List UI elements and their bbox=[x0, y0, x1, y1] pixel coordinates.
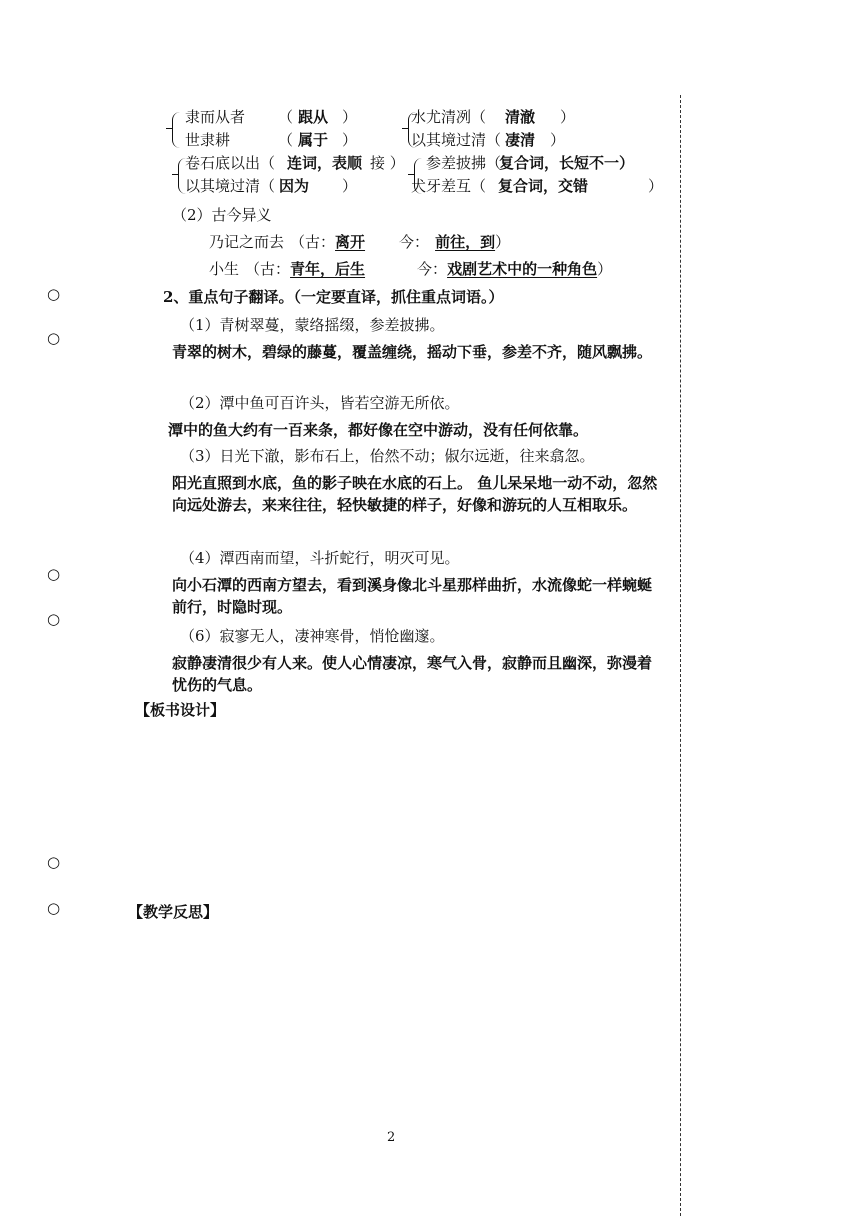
section-heading-board-design: 【板书设计】 bbox=[135, 701, 226, 719]
gujin-jin-label: 今： bbox=[399, 233, 430, 251]
paren: ） bbox=[648, 177, 664, 195]
vocab-word: 隶而从者 bbox=[185, 108, 246, 126]
translate-answer: 青翠的树木，碧绿的藤蔓，覆盖缠绕，摇动下垂，参差不齐，随风飘拂。 bbox=[172, 343, 653, 361]
gujin-jin-meaning: 戏剧艺术中的一种角色 bbox=[447, 260, 598, 278]
section-heading-gujin: （2）古今异义 bbox=[172, 206, 272, 224]
translate-answer: 寂静凄清很少有人来。使人心情凄凉，寒气入骨，寂静而且幽深，弥漫着忧伤的气息。 bbox=[172, 654, 653, 694]
binding-dashed-line bbox=[680, 95, 681, 1216]
page-number: 2 bbox=[387, 1130, 396, 1145]
paren: （ bbox=[278, 108, 294, 126]
vocab-answer: 清澈 bbox=[505, 108, 536, 126]
vocab-answer: 复合词，长短不一） bbox=[499, 154, 635, 172]
vocab-answer: 因为 bbox=[279, 177, 310, 195]
brace-tick bbox=[402, 128, 408, 129]
binding-hole: ○ bbox=[47, 565, 61, 583]
paren: ） bbox=[550, 131, 566, 149]
translate-question: （4）潭西南而望，斗折蛇行，明灭可见。 bbox=[180, 549, 460, 567]
vocab-word: 水尤清冽（ bbox=[411, 108, 487, 126]
gujin-jin-label: 今： bbox=[417, 260, 448, 278]
paren: ） bbox=[597, 260, 613, 278]
vocab-answer: 凄清 bbox=[505, 131, 536, 149]
gujin-gu-label: （古： bbox=[290, 233, 336, 251]
vocab-word: 犬牙差互（ bbox=[411, 177, 487, 195]
gujin-item bbox=[209, 232, 510, 252]
vocab-answer: 连词，表顺 bbox=[287, 154, 363, 172]
gujin-gu-meaning: 青年，后生 bbox=[290, 260, 366, 278]
brace-tick bbox=[166, 128, 172, 129]
binding-hole: ○ bbox=[47, 610, 61, 628]
translate-question: （6）寂寥无人，凄神寒骨，悄怆幽邃。 bbox=[180, 627, 445, 645]
vocab-word: 世隶耕 bbox=[185, 131, 231, 149]
gujin-word: 乃记之而去 bbox=[209, 233, 285, 251]
binding-hole: ○ bbox=[47, 899, 61, 917]
translate-question: （2）潭中鱼可百许头，皆若空游无所依。 bbox=[180, 394, 460, 412]
binding-hole: ○ bbox=[47, 853, 61, 871]
brace-tick bbox=[172, 174, 178, 175]
left-brace bbox=[172, 112, 183, 148]
paren: ） bbox=[342, 108, 358, 126]
translate-answer: 潭中的鱼大约有一百来条，都好像在空中游动，没有任何依靠。 bbox=[168, 421, 589, 439]
paren: （ bbox=[278, 131, 294, 149]
vocab-word: 卷石底以出（ bbox=[185, 154, 276, 172]
translate-question: （3）日光下澈，影布石上，佁然不动；俶尔远逝，往来翕忽。 bbox=[180, 447, 595, 465]
binding-hole: ○ bbox=[47, 285, 61, 303]
vocab-word: 以其境过清（ bbox=[185, 177, 276, 195]
gujin-jin-meaning: 前往，到 bbox=[435, 233, 496, 251]
vocab-word: 参差披拂（ bbox=[426, 154, 502, 172]
paren: ） bbox=[342, 177, 358, 195]
brace-tick bbox=[408, 174, 414, 175]
vocab-tail: 接 ） bbox=[370, 154, 405, 172]
translate-answer: 向小石潭的西南方望去，看到溪身像北斗星那样曲折，水流像蛇一样蜿蜒前行，时隐时现。 bbox=[172, 576, 653, 616]
translate-question: （1）青树翠蔓，蒙络摇缀，参差披拂。 bbox=[180, 316, 445, 334]
binding-hole: ○ bbox=[47, 329, 61, 347]
gujin-item bbox=[209, 259, 612, 279]
paren: ） bbox=[495, 233, 511, 251]
vocab-answer: 复合词，交错 bbox=[498, 177, 589, 195]
gujin-word: 小生 bbox=[209, 260, 240, 278]
gujin-gu-meaning: 离开 bbox=[335, 233, 366, 251]
translate-answer: 阳光直照到水底，鱼的影子映在水底的石上。 鱼儿呆呆地一动不动，忽然向远处游去，来来往往，轻快敏捷的样子，好像和游玩的人互相取乐。 bbox=[172, 474, 658, 514]
paren: ） bbox=[342, 131, 358, 149]
gujin-gu-label: （古： bbox=[245, 260, 291, 278]
vocab-answer: 属于 bbox=[298, 131, 329, 149]
vocab-answer: 跟从 bbox=[298, 108, 329, 126]
section-heading-translate: 2、重点句子翻译。（一定要直译，抓住重点词语。） bbox=[163, 288, 504, 306]
vocab-word: 以其境过清（ bbox=[411, 131, 502, 149]
paren: ） bbox=[560, 108, 576, 126]
section-heading-teaching-reflection: 【教学反思】 bbox=[128, 903, 219, 921]
